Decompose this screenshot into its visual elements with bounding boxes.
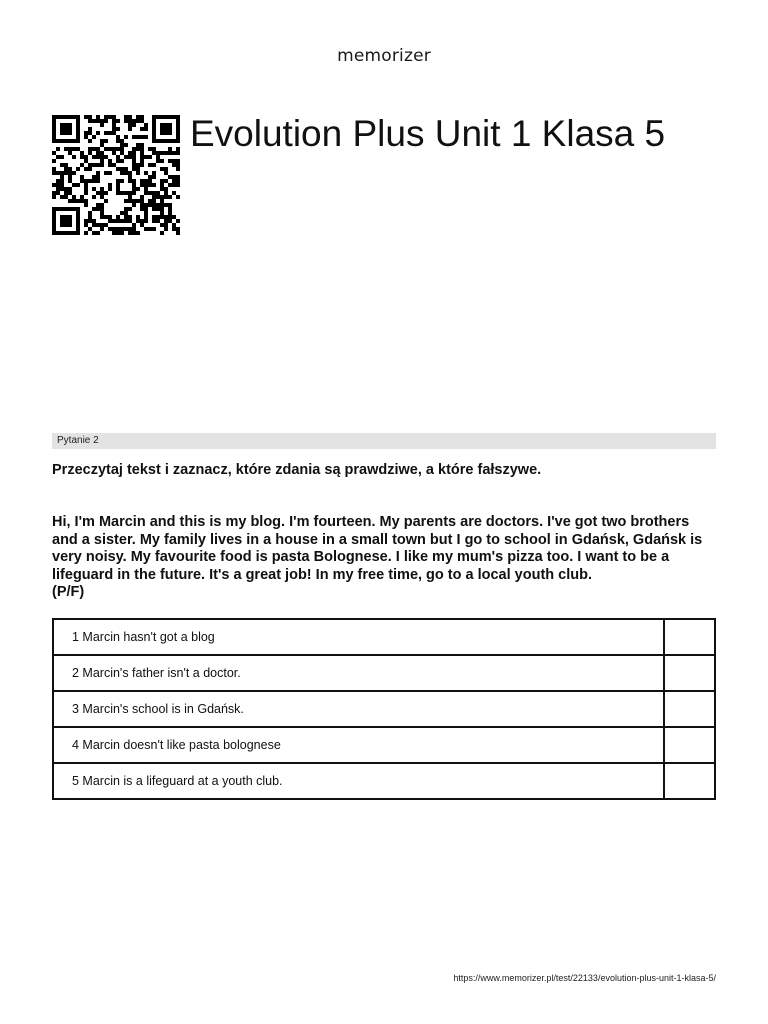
statement-text: 2 Marcin's father isn't a doctor. [53, 655, 664, 691]
memorizer-logo: memorizer [337, 46, 431, 66]
answer-table [52, 618, 716, 800]
table-row [53, 691, 715, 727]
answer-box[interactable] [664, 619, 715, 655]
statement-text: 1 Marcin hasn't got a blog [53, 619, 664, 655]
answer-box[interactable] [664, 691, 715, 727]
answer-box[interactable] [664, 727, 715, 763]
answer-box[interactable] [664, 655, 715, 691]
question-instruction: Przeczytaj tekst i zaznacz, które zdania są prawdziwe, a które fałszywe. [52, 462, 542, 478]
answer-box[interactable] [664, 763, 715, 799]
footer-url[interactable]: https://www.memorizer.pl/test/22133/evolution-plus-unit-1-klasa-5/ [453, 973, 716, 983]
statement-text: 3 Marcin's school is in Gdańsk. [53, 691, 664, 727]
table-row [53, 655, 715, 691]
question-label: Pytanie 2 [57, 435, 99, 446]
table-row [53, 763, 715, 799]
statement-text: 4 Marcin doesn't like pasta bolognese [53, 727, 664, 763]
statement-text: 5 Marcin is a lifeguard at a youth club. [53, 763, 664, 799]
reading-passage [52, 514, 716, 602]
question-label-bar [52, 433, 716, 449]
table-row [53, 727, 715, 763]
qr-code-image [52, 115, 180, 235]
passage-text: Hi, I'm Marcin and this is my blog. I'm fourteen. My parents are doctors. I've got two brothers and a sister. My family lives in a house in a small town but I go to school in Gdańsk, Gdańsk is very noisy. My favourite food is pasta Bolognese. I like my mum's pizza too. I want to be a lifeguard in the future. It's a great job! In my free time, go to a local youth club. [52, 514, 703, 583]
page-title: Evolution Plus Unit 1 Klasa 5 [190, 113, 666, 154]
table-row [53, 619, 715, 655]
answer-format: (P/F) [52, 584, 85, 600]
